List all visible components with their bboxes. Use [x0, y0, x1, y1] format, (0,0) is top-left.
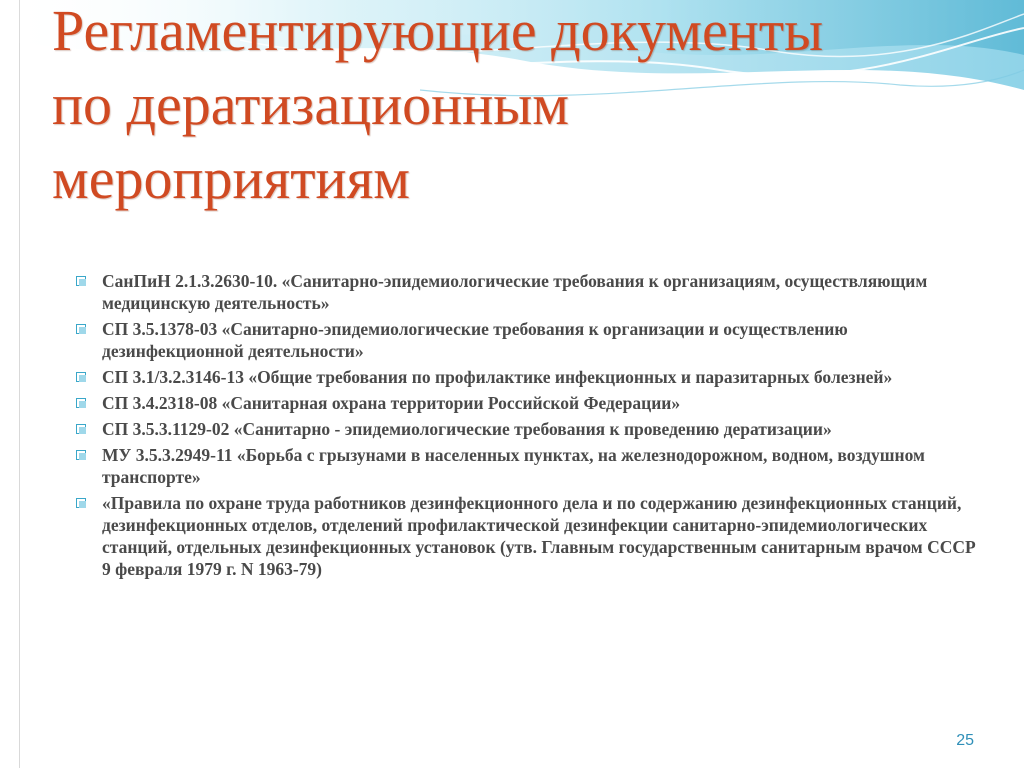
list-item-text: МУ 3.5.3.2949-11 «Борьба с грызунами в населенных пунктах, на железнодорожном, водном, воздушном транспорте» — [102, 445, 925, 487]
title-line-2: по дератизационным — [52, 72, 569, 137]
list-item — [70, 392, 980, 414]
list-item-text: «Правила по охране труда работников дезинфекционного дела и по содержанию дезинфекционных станций, дезинфекционных отделов, отделений профилактической дезинфекции санитарно-эпидемиологических станций, отдельных дезинфекционных установок (утв. Главным государственным санитарным врачом СССР 9 февраля 1979 г. N 1963-79) — [102, 493, 976, 579]
list-item — [70, 492, 980, 580]
list-item — [70, 366, 980, 388]
slide-title — [52, 0, 952, 216]
square-bullet-icon — [76, 372, 86, 382]
title-line-3: мероприятиям — [52, 146, 410, 211]
list-item — [70, 270, 980, 314]
list-item — [70, 444, 980, 488]
list-item-text: СП 3.1/3.2.3146-13 «Общие требования по профилактике инфекционных и паразитарных болезней» — [102, 367, 893, 387]
page-number: 25 — [956, 732, 974, 749]
square-bullet-icon — [76, 324, 86, 334]
list-item-text: СП 3.4.2318-08 «Санитарная охрана территории Российской Федерации» — [102, 393, 681, 413]
square-bullet-icon — [76, 398, 86, 408]
list-item-text: СанПиН 2.1.3.2630-10. «Санитарно-эпидемиологические требования к организациям, осуществляющим медицинскую деятельность» — [102, 271, 928, 313]
list-item — [70, 318, 980, 362]
documents-list — [70, 270, 980, 584]
square-bullet-icon — [76, 498, 86, 508]
square-bullet-icon — [76, 276, 86, 286]
list-item — [70, 418, 980, 440]
square-bullet-icon — [76, 450, 86, 460]
list-item-text: СП 3.5.1378-03 «Санитарно-эпидемиологические требования к организации и осуществлению дезинфекционной деятельности» — [102, 319, 848, 361]
square-bullet-icon — [76, 424, 86, 434]
list-item-text: СП 3.5.3.1129-02 «Санитарно - эпидемиологические требования к проведению дератизации» — [102, 419, 832, 439]
title-line-1: Регламентирующие документы — [52, 0, 824, 63]
